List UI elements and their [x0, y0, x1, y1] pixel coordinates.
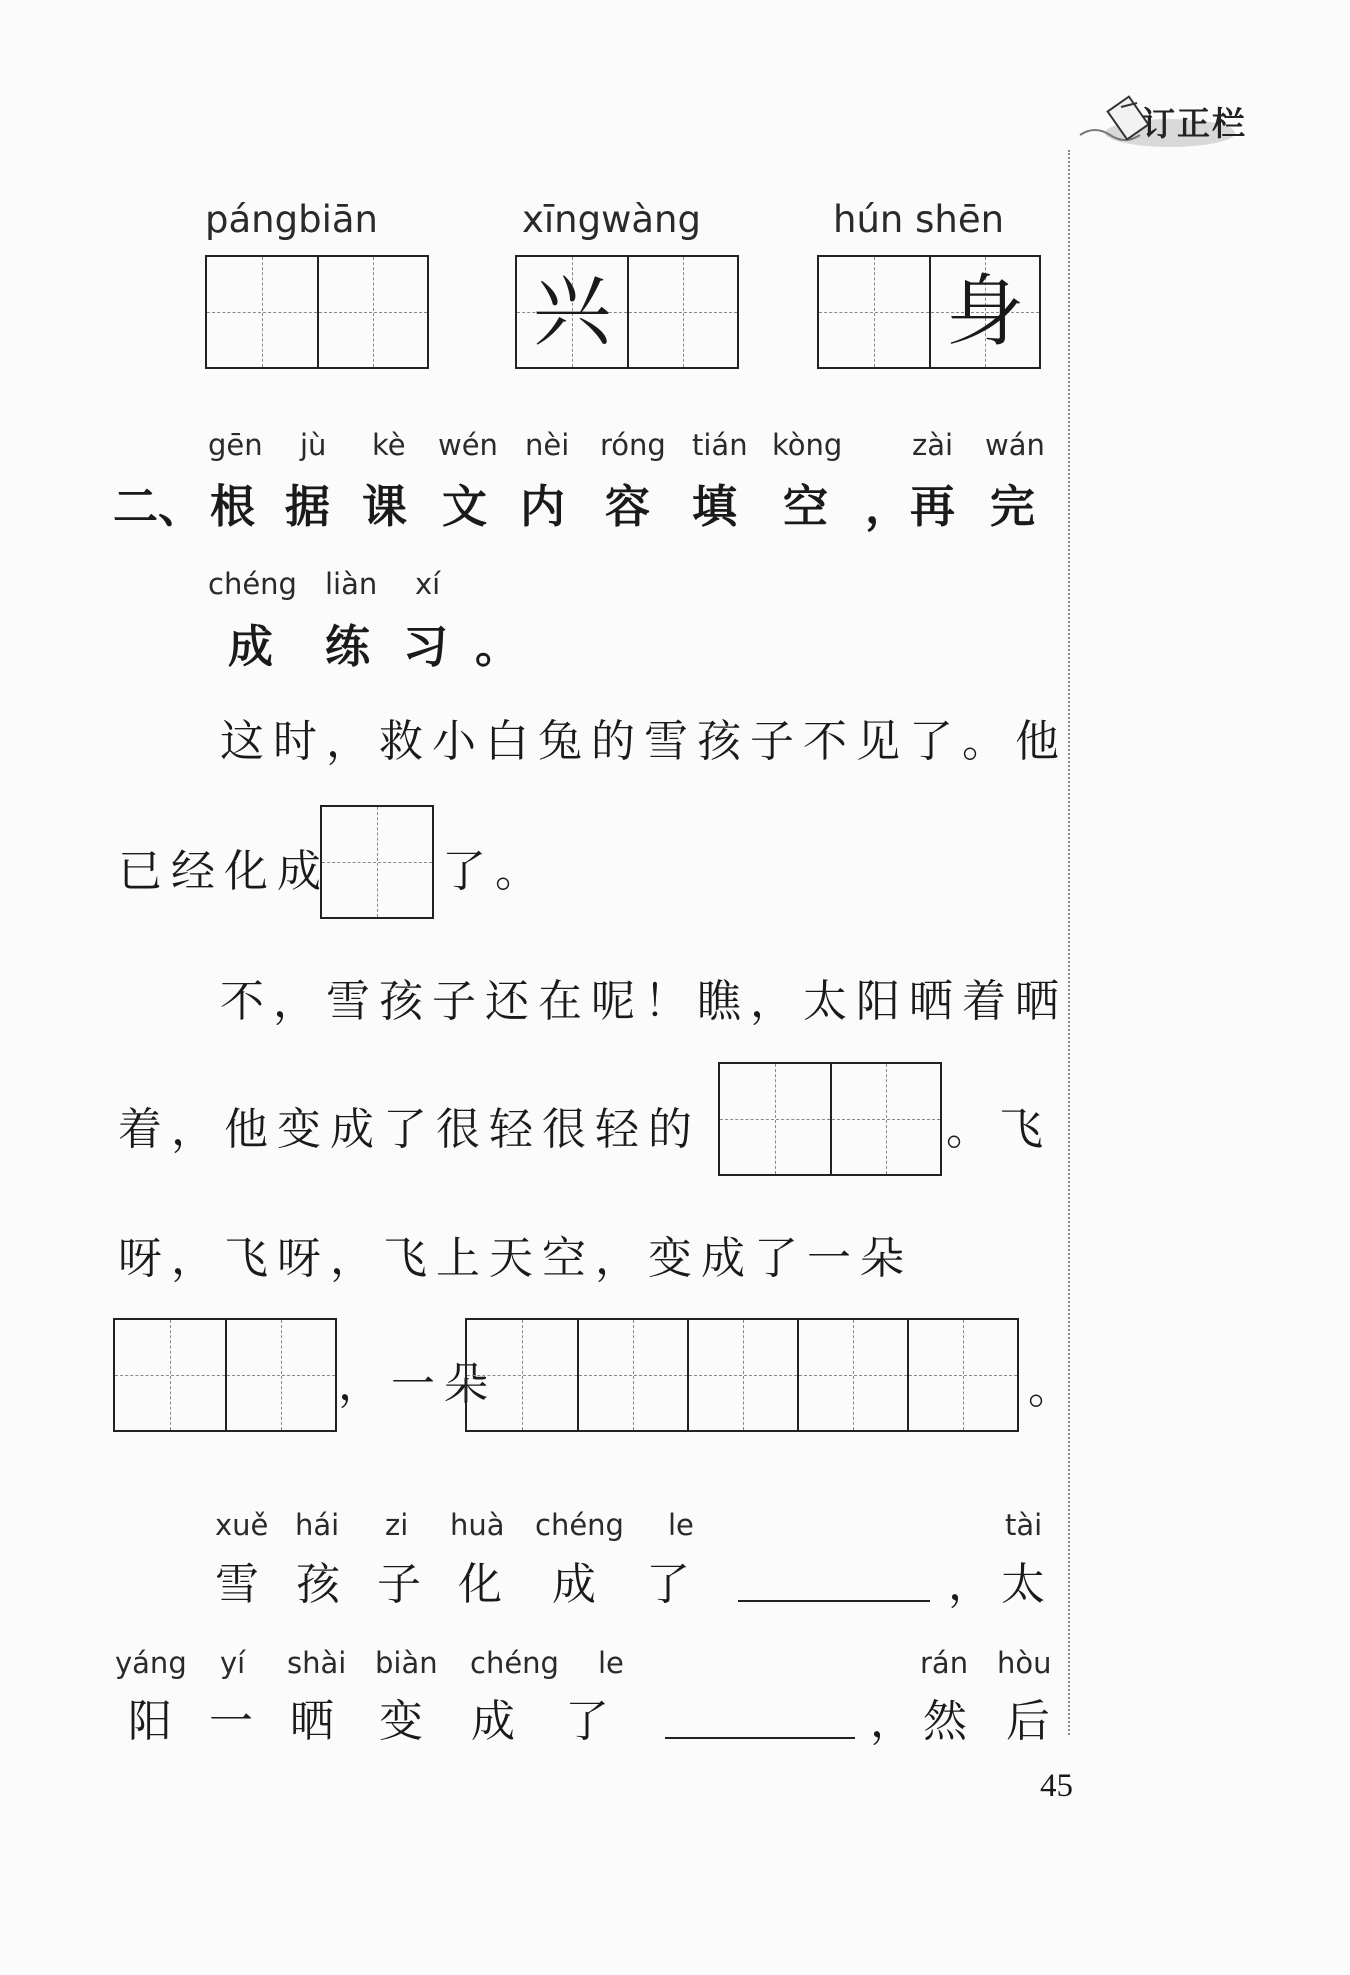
answer-blank-1[interactable] — [738, 1598, 930, 1602]
answer-grid-1[interactable] — [320, 805, 434, 919]
pinyin: róng — [600, 428, 666, 462]
correction-column-divider — [1068, 150, 1070, 1735]
word-3-grid[interactable] — [817, 255, 1041, 369]
pinyin: huà — [450, 1508, 505, 1542]
pinyin: chéng — [470, 1646, 559, 1680]
pinyin: kòng — [772, 428, 843, 462]
given-char-cell: 身 — [929, 257, 1039, 367]
write-cell[interactable] — [207, 257, 317, 367]
pinyin: jù — [300, 428, 327, 462]
pinyin: chéng — [535, 1508, 624, 1542]
passage-line: 着，他变成了很轻很轻的 — [118, 1104, 701, 1155]
word-3-pinyin: hún shēn — [833, 198, 1005, 241]
passage-line: 这时，救小白兔的雪孩子不见了。他 — [220, 716, 1068, 767]
write-cell[interactable] — [830, 1064, 940, 1174]
write-cell[interactable] — [115, 1320, 225, 1430]
pinyin: le — [668, 1508, 694, 1542]
write-cell[interactable] — [225, 1320, 335, 1430]
answer-grid-3[interactable] — [113, 1318, 337, 1432]
pinyin: tián — [692, 428, 748, 462]
word-1-grid[interactable] — [205, 255, 429, 369]
word-1-pinyin: pángbiān — [205, 198, 378, 241]
pinyin: xuě — [215, 1508, 269, 1542]
passage-line: 不，雪孩子还在呢！瞧，太阳晒着晒 — [220, 976, 1068, 1027]
passage-line: 了。 — [442, 846, 548, 897]
word-2-grid[interactable] — [515, 255, 739, 369]
write-cell[interactable] — [467, 1320, 577, 1430]
pinyin: wén — [438, 428, 498, 462]
page-number: 45 — [1040, 1768, 1073, 1804]
pinyin: zài — [912, 428, 954, 462]
word-2-pinyin: xīngwàng — [522, 198, 701, 241]
pinyin: wán — [985, 428, 1045, 462]
q3-line-2-end: ，然 后 — [870, 1696, 1059, 1747]
correction-column-label: 订正栏 — [1142, 104, 1247, 143]
pinyin: shài — [287, 1646, 347, 1680]
write-cell[interactable] — [797, 1320, 907, 1430]
write-cell[interactable] — [577, 1320, 687, 1430]
pinyin: gēn — [208, 428, 263, 462]
q3-line-1-end: ，太 — [948, 1559, 1054, 1610]
passage-line: 呀，飞呀，飞上天空，变成了一朵 — [118, 1233, 913, 1284]
answer-grid-4[interactable] — [465, 1318, 1019, 1432]
write-cell[interactable] — [720, 1064, 830, 1174]
answer-grid-2[interactable] — [718, 1062, 942, 1176]
pinyin: hái — [295, 1508, 340, 1542]
pinyin: le — [598, 1646, 624, 1680]
pinyin: liàn — [325, 567, 378, 601]
pinyin: zi — [385, 1508, 409, 1542]
write-cell[interactable] — [317, 257, 427, 367]
q3-line-2: 阳 一 晒 变 成 了 — [128, 1696, 609, 1747]
pinyin: xí — [415, 567, 441, 601]
pinyin: chéng — [208, 567, 297, 601]
pinyin: yáng — [115, 1646, 187, 1680]
q3-line-1: 雪 孩 子 化 成 了 — [215, 1559, 690, 1610]
given-char-cell: 兴 — [517, 257, 627, 367]
pinyin: biàn — [375, 1646, 438, 1680]
write-cell[interactable] — [819, 257, 929, 367]
passage-line: 。飞 — [946, 1104, 1052, 1155]
pinyin: hòu — [997, 1646, 1052, 1680]
pinyin: rán — [920, 1646, 969, 1680]
passage-line: ，一朵 — [338, 1359, 497, 1410]
pinyin: tài — [1005, 1508, 1043, 1542]
write-cell[interactable] — [627, 257, 737, 367]
pinyin: yí — [220, 1646, 246, 1680]
pinyin: nèi — [525, 428, 570, 462]
write-cell[interactable] — [322, 807, 432, 917]
pinyin: kè — [372, 428, 406, 462]
write-cell[interactable] — [907, 1320, 1017, 1430]
passage-line: 已经化成 — [118, 846, 330, 897]
write-cell[interactable] — [687, 1320, 797, 1430]
passage-line: 。 — [1028, 1363, 1081, 1414]
answer-blank-2[interactable] — [665, 1735, 855, 1739]
